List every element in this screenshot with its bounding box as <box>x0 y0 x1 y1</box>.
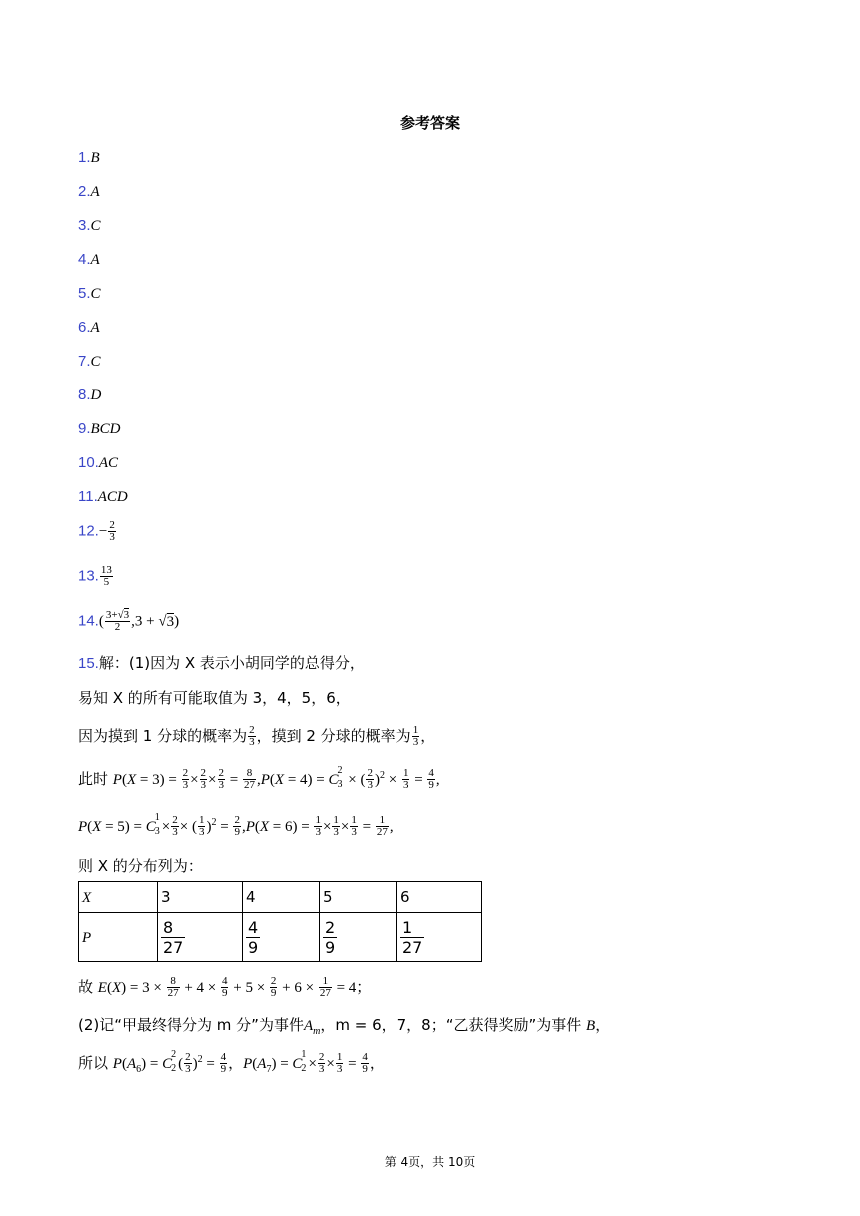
answer-item: 2.A <box>78 183 100 200</box>
answer-item: 7.C <box>78 353 101 370</box>
solution-line-1: 15.解：(1)因为 X 表示小胡同学的总得分， <box>78 654 365 672</box>
answer-item-14: 14.( $\frac{3+√3}{2}$ ,3 + √3) <box>78 609 180 633</box>
page-title: 参考答案 <box>399 114 460 132</box>
distribution-table <box>78 881 482 962</box>
answer-item: 11.ACD <box>78 488 128 505</box>
answer-item: 6.A <box>78 319 100 336</box>
solution-line-8: (2)记“甲最终得分为 m 分”为事件$A_m$，m = 6，7，8；“乙获得奖励”为事件 B， <box>78 1016 611 1037</box>
answer-item-13: 13. $\frac{13}{5}$ <box>78 564 112 588</box>
answer-item-12: 12.− $\frac{2}{3}$ <box>78 519 115 543</box>
answer-item: 4.A <box>78 251 100 268</box>
answer-item: 10.AC <box>78 454 119 471</box>
solution-line-4: 此时 P(X = 3) = $\frac{2}{3}$ × $\frac{2}{3}$ × $\frac{2}{3}$ = $\frac{8}{27}$ ,P(X = 4) = C 2 3 × ( $\frac{2}{3}$ )$^2$ × $\frac{1}{3}$ = $\frac{4}{9}$ , <box>78 765 440 791</box>
solution-line-7: 故 E(X) = 3 × $\frac{8}{27}$ + 4 × $\frac{4}{9}$ + 5 × $\frac{2}{9}$ + 6 × $\frac{1}{27}$ = 4； <box>78 975 372 999</box>
solution-line-5: P(X = 5) = C 1 3 × $\frac{2}{3}$ × ( $\frac{1}{3}$ )$^2$ = $\frac{2}{9}$ ,P(X = 6) = $\frac{1}{3}$ × $\frac{1}{3}$ × $\frac{1}{3}$ = $\frac{1}{27}$ , <box>78 812 394 838</box>
answer-item: 1.B <box>78 149 100 166</box>
fraction: $\frac{2}{9}$ <box>325 917 336 957</box>
page-footer: 第 4页，共 10页 <box>384 1155 476 1169</box>
fraction: $\frac{2}{3}$ <box>109 519 115 543</box>
solution-line-3: 因为摸到 1 分球的概率为 $\frac{2}{3}$ ，摸到 2 分球的概率为 $\frac{1}{3}$ ， <box>78 724 436 748</box>
answer-item: 3.C <box>78 217 101 234</box>
fraction: $\frac{13}{5}$ <box>100 564 112 588</box>
table-row: P $\frac{8}{27}$ $\frac{4}{9}$ $\frac{2}{9}$ $\frac{1}{27}$ <box>79 913 482 962</box>
table-row: X 3 4 5 6 <box>79 882 482 913</box>
solution-line-6: 则 X 的分布列为： <box>78 857 203 875</box>
fraction: $\frac{3+√3}{2}$ <box>105 609 130 633</box>
solution-line-9: 所以 $P(A_6) = C$ 2 2 ( $\frac{2}{3}$ )$^2$ = $\frac{4}{9}$ ，$P(A_7) = C$ 1 2 × $\frac{2}{3}$ × $\frac{1}{3}$ = $\frac{4}{9}$ ， <box>78 1049 385 1075</box>
fraction: $\frac{1}{27}$ <box>402 917 423 957</box>
answer-item: 9.BCD <box>78 420 121 437</box>
fraction: $\frac{4}{9}$ <box>248 917 259 957</box>
solution-line-2: 易知 X 的所有可能取值为 3，4，5，6， <box>78 689 351 707</box>
answer-item: 5.C <box>78 285 101 302</box>
fraction: $\frac{8}{27}$ <box>163 917 184 957</box>
answer-item: 8.D <box>78 386 102 403</box>
